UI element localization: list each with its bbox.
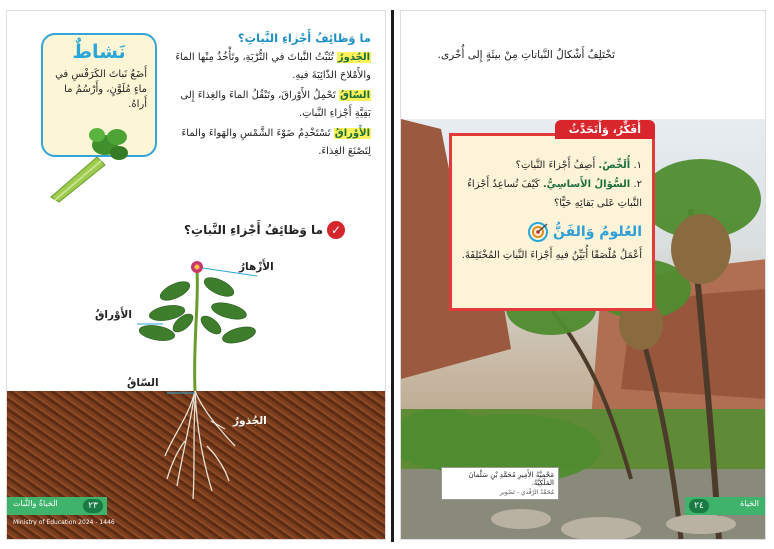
photo-caption (441, 467, 559, 500)
right-page (400, 10, 766, 540)
activity-title: نَشاطٌ (72, 41, 126, 63)
plant-illustration (7, 241, 386, 540)
label-flowers: الأَزْهارُ (239, 261, 274, 273)
roots-text: تُثَبِّتُ النَّباتَ في التُّرْبَةِ، وتَأْخُذُ مِنْها الماءَ والأَمْلاحَ الذّائِبَةَ فيهِ. (175, 52, 371, 81)
think-talk-tab: أُفَكِّرُ، وَأَتَحَدَّثُ (555, 120, 655, 139)
book-spine (391, 10, 394, 542)
question-row (184, 221, 345, 239)
label-leaves: الأَوْراقُ (95, 309, 132, 321)
roots-paragraph (175, 49, 371, 85)
stem-paragraph (175, 87, 371, 123)
left-page-number: ٢٣ (83, 499, 103, 513)
q2-verb: السُّؤالُ الأَساسِيُّ. (542, 179, 631, 190)
question-1 (460, 156, 642, 175)
stem-text: تَحْمِلُ الأَوْراقَ، وتَنْقُلُ الماءَ والغِذاءَ إِلى بَقِيَّةِ أَجْزاءِ النَّباتِ. (180, 90, 371, 119)
q2-text: كَيْفَ تُساعِدُ أَجْزاءُ النَّباتِ عَلى بَقائِهِ حَيًّا؟ (467, 179, 642, 209)
science-art-text: أَعْمَلُ مُلْصَقًا أُبَيِّنُ فيهِ أَجْزاءَ النَّباتِ المُخْتَلِفَةَ. (461, 250, 642, 261)
label-roots: الجُذورُ (233, 415, 267, 427)
leaves-paragraph (175, 125, 371, 161)
celery-icon (47, 123, 133, 203)
target-icon (527, 221, 549, 243)
ministry-watermark: Ministry of Education 2024 - 1446 (13, 519, 115, 526)
question-text: ما وَظائِفُ أَجْزاءِ النَّباتِ؟ (184, 223, 323, 237)
stem-term: السّاقُ (339, 90, 370, 101)
q1-number: ١. (633, 160, 642, 171)
leaves-text: تَسْتَخْدِمُ ضَوْءَ الشَّمْسِ والهَواءَ والماءَ لِتَصْنَعَ الغِذاءَ. (181, 128, 371, 157)
roots-term: الجُذورُ (337, 52, 370, 63)
intro-text: تَخْتَلِفُ أَشْكالُ النَّباتاتِ مِنْ بيئَةٍ إِلى أُخْرى. (437, 49, 615, 61)
caption-line-1: مَحْمِيَّةُ الأَمِيرِ مُحَمَّدِ بْنِ سَلْمانَ المَلَكِيَّةُ. (468, 471, 554, 487)
q2-number: ٢. (633, 179, 642, 190)
question-2 (460, 175, 642, 213)
left-page (6, 10, 386, 540)
functions-section (175, 31, 371, 163)
check-icon: ✓ (327, 221, 345, 239)
think-talk-box (449, 123, 655, 311)
q1-verb: أُلَخِّصُ. (598, 160, 631, 171)
science-art-title: العُلومُ وَالفَنُّ (552, 224, 642, 240)
caption-line-2: مُحَمَّدُ الرَّفْدي - تَصْوير (499, 489, 554, 496)
label-stem: السّاقُ (127, 377, 159, 389)
right-footer-title: الحَياة (740, 499, 759, 508)
activity-text: أَضَعُ نَباتَ الكَرَفْسِ في ماءٍ مُلَوَّنٍ، وأَرْسُمُ ما أَراهُ. (55, 69, 147, 110)
science-art-heading (460, 221, 642, 243)
q1-text: أَصِفُ أَجْزاءَ النَّباتِ؟ (515, 160, 599, 171)
left-footer-title: الحَياةُ والنَّبات (13, 499, 58, 508)
right-page-number: ٢٤ (689, 499, 709, 513)
section-heading: ما وَظائِفُ أَجْزاءِ النَّباتِ؟ (237, 31, 371, 45)
leaves-term: الأَوْراقُ (334, 128, 370, 139)
right-footer (685, 497, 765, 515)
left-footer (7, 497, 107, 515)
